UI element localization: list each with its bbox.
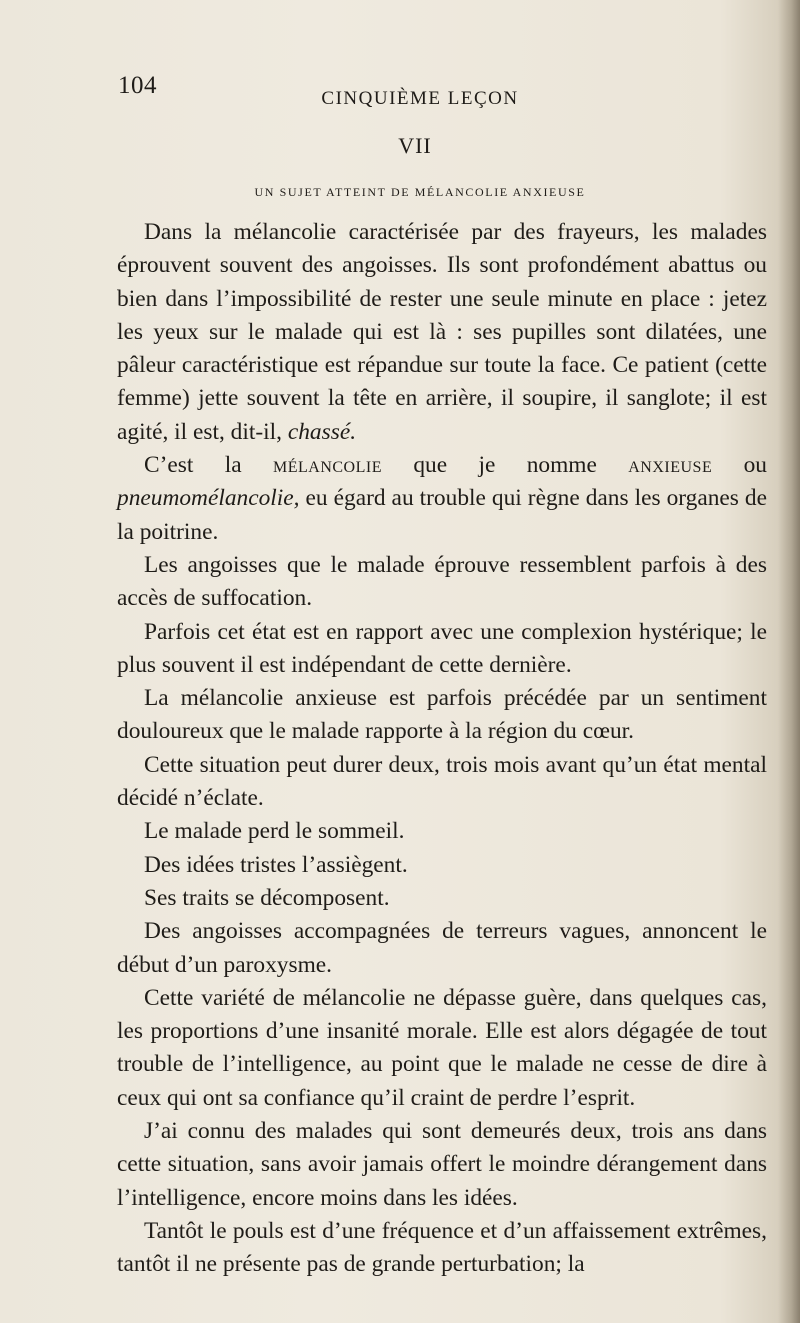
text-segment: La mélancolie anxieuse est parfois précédée par un sentiment douloureux que le malade rapporte à la région du cœur.	[117, 685, 767, 745]
paragraph	[117, 549, 767, 616]
text-segment: eu égard au trouble qui règne dans les organes de la poitrine.	[117, 485, 767, 545]
paragraph	[117, 1215, 767, 1282]
paragraph	[117, 882, 767, 915]
paragraph	[117, 616, 767, 683]
text-segment: Cette variété de mélancolie ne dépasse guère, dans quelques cas, les proportions d’une insanité morale. Elle est alors dégagée de tout trouble de l’intelligence, au point que le malade ne cesse de dire à ceux qui ont sa confiance qu’il craint de perdre l’esprit.	[117, 984, 767, 1111]
text-segment: Le malade perd le sommeil.	[144, 818, 405, 845]
text-segment: Des idées tristes l’assiègent.	[144, 851, 408, 878]
text-segment: Tantôt le pouls est d’une fréquence et d’un affaissement extrêmes, tantôt il ne présente pas de grande perturbation; la	[117, 1217, 767, 1278]
paragraph	[117, 449, 767, 549]
page-number: 104	[118, 72, 157, 99]
text-segment: Parfois cet état est en rapport avec une complexion hystérique; le plus souvent il est indépendant de cette dernière.	[117, 618, 767, 678]
running-head: CINQUIÈME LEÇON	[321, 88, 519, 109]
paragraph	[117, 982, 767, 1115]
text-segment: C’est la	[144, 452, 273, 479]
paragraph	[117, 815, 767, 848]
text-segment: que je nomme	[381, 452, 629, 479]
section-subtitle: UN SUJET ATTEINT DE MÉLANCOLIE ANXIEUSE	[254, 185, 586, 199]
paragraph	[117, 915, 767, 982]
text-segment: J’ai connu des malades qui sont demeurés deux, trois ans dans cette situation, sans avoir jamais offert le moindre dérangement dans l’intelligence, encore moins dans les idées.	[117, 1118, 767, 1211]
text-segment: ou	[712, 452, 767, 479]
paragraph	[117, 682, 767, 749]
text-segment: Les angoisses que le malade éprouve ressemblent parfois à des accès de suffocation.	[117, 551, 767, 612]
text-segment: Ses traits se décomposent.	[144, 884, 390, 911]
text-segment: Dans la mélancolie caractérisée par des frayeurs, les malades éprouvent souvent des angoisses. Ils sont profondément abattus ou bien dans l’impossibilité de rester une seule minute en place : jetez les yeux sur le malade qui est là : ses pupilles sont dilatées, une pâleur caractéristique est répandue sur toute la face. Ce patient (cette femme) jette souvent la tête en arrière, il soupire, il sanglote; il est agité, il est, dit-il,	[117, 219, 767, 445]
paragraph	[117, 1115, 767, 1215]
text-segment: chassé.	[287, 418, 357, 445]
paragraph	[117, 216, 767, 449]
text-segment: pneumomélancolie,	[117, 485, 300, 512]
text-segment: Cette situation peut durer deux, trois mois avant qu’un état mental décidé n’éclate.	[117, 751, 767, 812]
section-number: VII	[398, 133, 432, 158]
text-segment: Des angoisses accompagnées de terreurs vagues, annoncent le début d’un paroxysme.	[117, 918, 767, 978]
text-segment: mélancolie	[272, 452, 382, 479]
paragraph	[117, 749, 767, 816]
text-segment: anxieuse	[628, 452, 713, 479]
body-text	[117, 216, 767, 1282]
paragraph	[117, 849, 767, 882]
